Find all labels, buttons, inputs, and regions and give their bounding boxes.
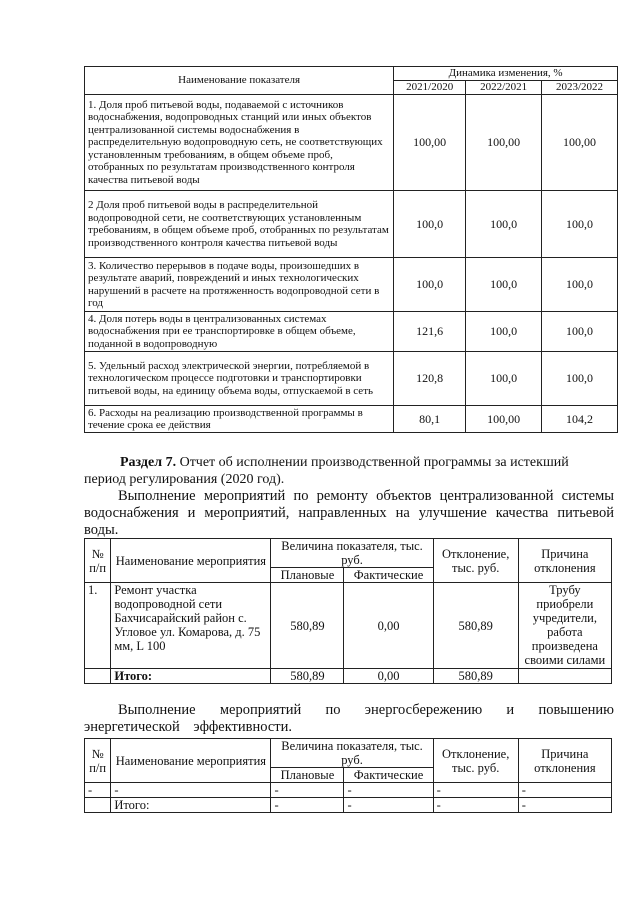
activity-name-header: Наименование мероприятия xyxy=(111,739,271,783)
indicator-value: 100,0 xyxy=(466,312,542,352)
empty-cell xyxy=(85,669,111,684)
repair-activities-table xyxy=(84,538,612,684)
value-header: Величина показателя, тыс. руб. xyxy=(271,539,433,568)
year-header: 2022/2021 xyxy=(466,81,542,95)
energy-paragraph: Выполнение мероприятий по энергосбережению и повышению энергетической эффективности. xyxy=(84,702,614,735)
year-header: 2023/2022 xyxy=(542,81,618,95)
indicator-value: 104,2 xyxy=(542,406,618,433)
reason-header: Причина отклонения xyxy=(518,739,611,783)
activity-name: - xyxy=(111,783,271,798)
indicator-value: 100,0 xyxy=(466,352,542,406)
year-header: 2021/2020 xyxy=(394,81,466,95)
indicator-value: 100,0 xyxy=(466,258,542,312)
section-title: Отчет об исполнении производственной программы за истекший период регулирования (2020 год). xyxy=(84,455,569,487)
table-row xyxy=(85,191,618,258)
indicator-value: 100,00 xyxy=(466,95,542,191)
table-row xyxy=(85,312,618,352)
section-heading xyxy=(84,454,598,488)
table-row xyxy=(85,583,612,669)
value-header: Величина показателя, тыс. руб. xyxy=(271,739,433,768)
table-row xyxy=(85,95,618,191)
total-label: Итого: xyxy=(111,798,271,813)
empty-cell xyxy=(518,669,611,684)
total-actual: - xyxy=(344,798,433,813)
indicator-value: 120,8 xyxy=(394,352,466,406)
number-header: № п/п xyxy=(85,739,111,783)
reason-value: Трубу приобрели учредители, работа произведена своими силами xyxy=(518,583,611,669)
deviation-header: Отклонение, тыс. руб. xyxy=(433,539,518,583)
activity-name-header: Наименование мероприятия xyxy=(111,539,271,583)
reason-header: Причина отклонения xyxy=(518,539,611,583)
total-row xyxy=(85,798,612,813)
indicator-name: 3. Количество перерывов в подаче воды, произошедших в результате аварий, повреждений и иных технологических нарушений в расчете на протяженность водопроводной сети в год xyxy=(85,258,394,312)
energy-activities-table xyxy=(84,738,612,813)
planned-header: Плановые xyxy=(271,568,344,583)
activity-name: Ремонт участка водопроводной сети Бахчисарайский район с. Угловое ул. Комарова, д. 75 мм, L 100 xyxy=(111,583,271,669)
indicator-name-header: Наименование показателя xyxy=(85,67,394,95)
planned-header: Плановые xyxy=(271,768,344,783)
actual-value: 0,00 xyxy=(344,583,433,669)
deviation-header: Отклонение, тыс. руб. xyxy=(433,739,518,783)
total-planned: 580,89 xyxy=(271,669,344,684)
total-actual: 0,00 xyxy=(344,669,433,684)
section-label: Раздел 7. xyxy=(120,455,177,470)
indicator-value: 100,0 xyxy=(542,352,618,406)
repair-paragraph: Выполнение мероприятий по ремонту объектов централизованной системы водоснабжения и мероприятий, направленных на улучшение качества питьевой воды. xyxy=(84,488,614,538)
actual-value: - xyxy=(344,783,433,798)
actual-header: Фактические xyxy=(344,568,433,583)
total-row xyxy=(85,669,612,684)
indicator-name: 2 Доля проб питьевой воды в распределительной водопроводной сети, не соответствующих установленным требованиям, в общем объеме проб, отобранных по результатам производственного контроля качества питьевой воды xyxy=(85,191,394,258)
number-header: № п/п xyxy=(85,539,111,583)
table-row xyxy=(85,406,618,433)
indicator-value: 100,0 xyxy=(542,312,618,352)
indicator-value: 100,0 xyxy=(394,191,466,258)
row-number: 1. xyxy=(85,583,111,669)
total-deviation: - xyxy=(433,798,518,813)
indicator-value: 100,0 xyxy=(542,191,618,258)
indicator-value: 100,0 xyxy=(466,191,542,258)
indicator-value: 80,1 xyxy=(394,406,466,433)
empty-cell xyxy=(85,798,111,813)
planned-value: - xyxy=(271,783,344,798)
deviation-value: - xyxy=(433,783,518,798)
indicators-table xyxy=(84,66,618,433)
actual-header: Фактические xyxy=(344,768,433,783)
table-row xyxy=(85,258,618,312)
indicator-value: 100,0 xyxy=(542,258,618,312)
row-number: - xyxy=(85,783,111,798)
indicator-value: 100,00 xyxy=(466,406,542,433)
indicator-value: 121,6 xyxy=(394,312,466,352)
indicator-value: 100,00 xyxy=(542,95,618,191)
indicator-name: 4. Доля потерь воды в централизованных системах водоснабжения при ее транспортировке в общем объеме, поданной в водопроводную xyxy=(85,312,394,352)
indicator-value: 100,0 xyxy=(394,258,466,312)
reason-value: - xyxy=(518,783,611,798)
table-row xyxy=(85,352,618,406)
table-row xyxy=(85,783,612,798)
total-deviation: 580,89 xyxy=(433,669,518,684)
indicator-name: 5. Удельный расход электрической энергии, потребляемой в технологическом процессе подготовки и транспортировки питьевой воды, на единицу объема воды, отпускаемой в сеть xyxy=(85,352,394,406)
total-reason: - xyxy=(518,798,611,813)
total-planned: - xyxy=(271,798,344,813)
indicator-name: 1. Доля проб питьевой воды, подаваемой с источников водоснабжения, водопроводных станций или иных объектов централизованной системы водоснабжения в распределительную водопроводную сеть, не соответствующих установленным требованиям, в общем объеме проб, отобранных по результатам производственного контроля качества питьевой воды xyxy=(85,95,394,191)
planned-value: 580,89 xyxy=(271,583,344,669)
indicator-value: 100,00 xyxy=(394,95,466,191)
indicator-name: 6. Расходы на реализацию производственной программы в течение срока ее действия xyxy=(85,406,394,433)
total-label: Итого: xyxy=(111,669,271,684)
deviation-value: 580,89 xyxy=(433,583,518,669)
dynamics-header: Динамика изменения, % xyxy=(394,67,618,81)
